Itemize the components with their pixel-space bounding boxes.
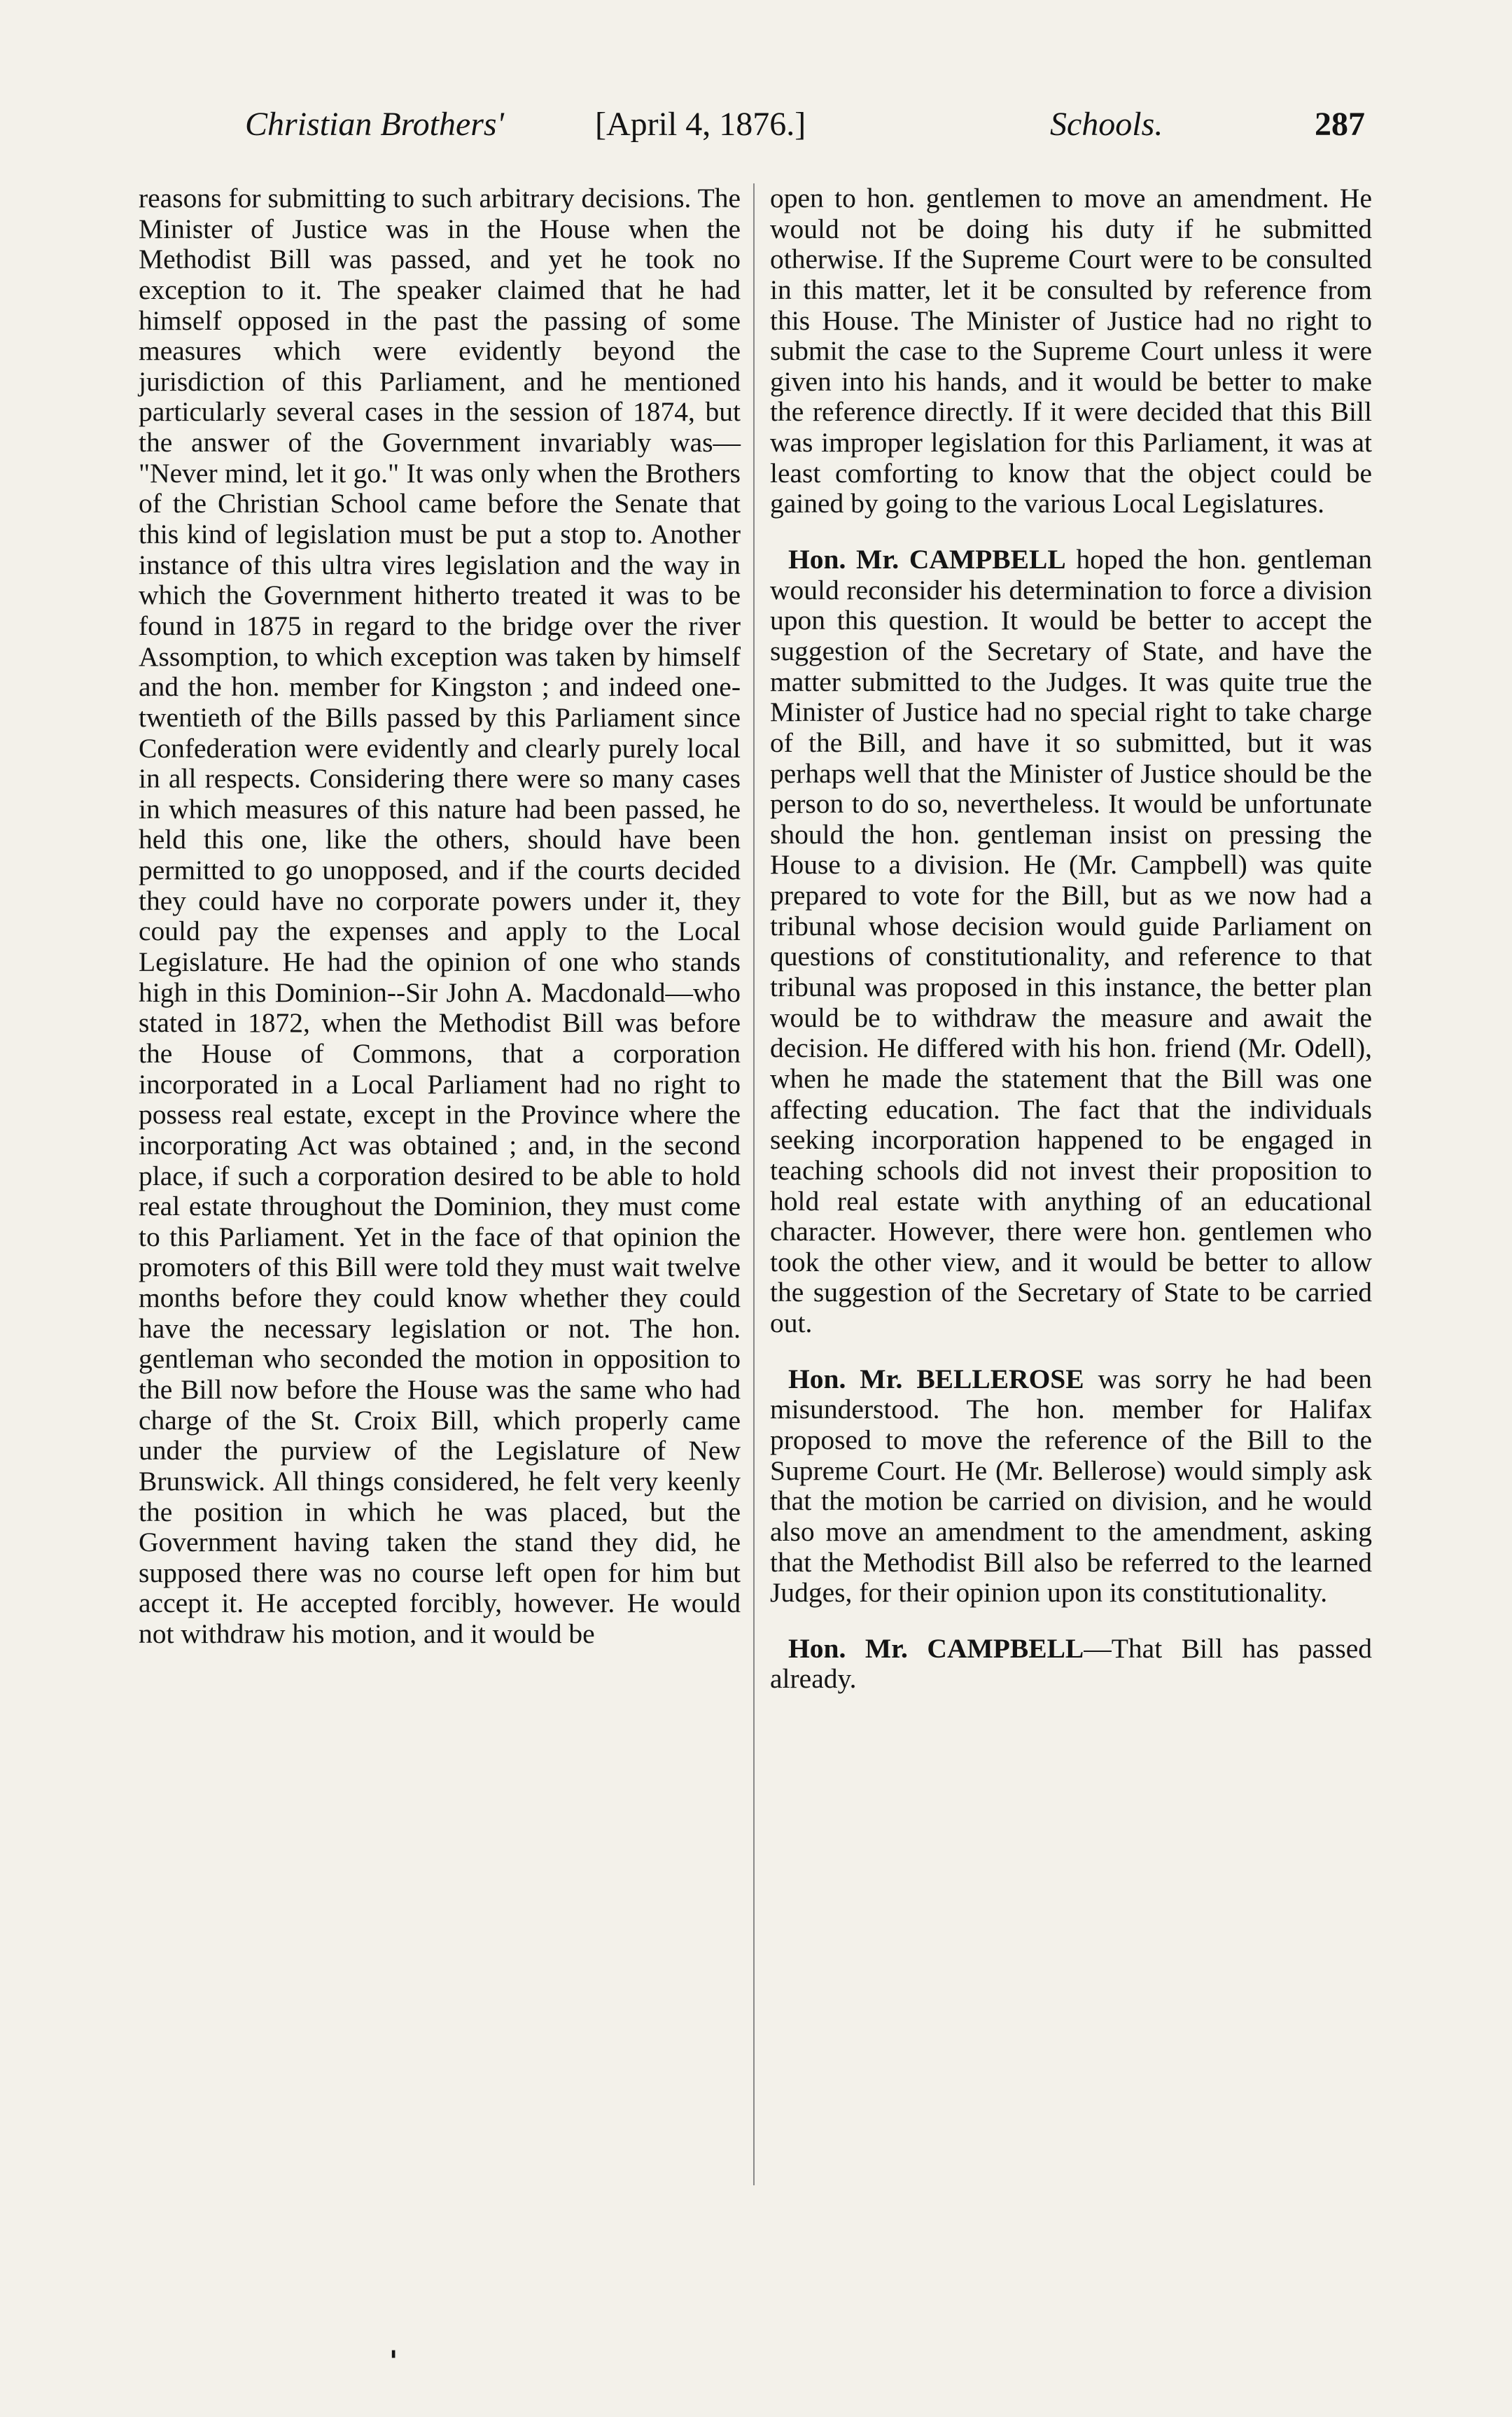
right-column bbox=[770, 183, 1372, 1720]
running-title-left: Christian Brothers' bbox=[245, 106, 504, 143]
speech-text: —That Bill has passed already. bbox=[770, 1632, 1372, 1695]
right-column-paragraph bbox=[770, 183, 1372, 519]
paragraph-text: open to hon. gentlemen to move an amendment. He would not be doing his duty if he submitted otherwise. If the Supreme Court were to be consulted in this matter, let it be consulted by reference from this House. The Minister of Justice had no right to submit the case to the Supreme Court unless it were given into his hands, and it would be better to make the reference directly. If it were decided that this Bill was improper legislation for this Parliament, it was at least comforting to know that the object could be gained by going to the various Local Legislatures. bbox=[770, 183, 1372, 519]
column-divider bbox=[753, 183, 755, 2185]
page-number: 287 bbox=[1315, 106, 1365, 143]
left-column bbox=[139, 183, 741, 1675]
speech-paragraph-campbell-reply bbox=[770, 1634, 1372, 1695]
speaker-name: Hon. Mr. CAMPBELL bbox=[788, 1632, 1084, 1664]
page-date: [April 4, 1876.] bbox=[595, 106, 806, 143]
stray-print-mark: ' bbox=[389, 2345, 398, 2378]
page-header bbox=[231, 105, 1365, 161]
running-title-right: Schools. bbox=[1050, 106, 1163, 143]
left-column-paragraph: reasons for submitting to such arbitrary decisions. The Minister of Justice was in the House when the Methodist Bill was passed, and yet he took no exception to it. The speaker claimed that he had himself opposed in the past the passing of some measures which were evidently beyond the jurisdiction of this Parliament, and he mentioned particularly several cases in the session of 1874, but the answer of the Government invariably was— "Never mind, let it go." It was only when the Brothers of the Christian School came before the Senate that this kind of legislation must be put a stop to. Another instance of this ultra vires legislation and the way in which the Government hitherto treated it was to be found in 1875 in regard to the bridge over the river Assomption, to which exception was taken by himself and the hon. member for Kingston ; and indeed one-twentieth of the Bills passed by this Parliament since Confederation were evidently and clearly purely local in all respects. Considering there were so many cases in which measures of this nature had been passed, he held this one, like the others, should have been permitted to go unopposed, and if the courts decided they could have no corporate powers under it, they could pay the expenses and apply to the Local Legislature. He had the opinion of one who stands high in this Dominion--Sir John A. Macdonald—who stated in 1872, when the Methodist Bill was before the House of Commons, that a corporation incorporated in a Local Parliament had no right to possess real estate, except in the Province where the incorporating Act was obtained ; and, in the second place, if such a corporation desired to be able to hold real estate throughout the Dominion, they must come to this Parliament. Yet in the face of that opinion the promoters of this Bill were told they must wait twelve months before they could know whether they could have the necessary legislation or not. The hon. gentleman who seconded the motion in opposition to the Bill now before the House was the same who had charge of the St. Croix Bill, which properly came under the purview of the Legislature of New Brunswick. All things considered, he felt very keenly the position in which he was placed, but the Government having taken the stand they did, he supposed there was no course left open for him but accept it. He accepted forcibly, however. He would not withdraw his motion, and it would be bbox=[139, 183, 741, 1650]
speaker-name: Hon. Mr. BELLEROSE bbox=[788, 1363, 1084, 1394]
speech-paragraph-bellerose bbox=[770, 1364, 1372, 1609]
speech-text: was sorry he had been misunderstood. The hon. member for Halifax proposed to move the reference of the Bill to the Supreme Court. He (Mr. Bellerose) would simply ask that the motion be carried on division, and he would also move an amendment to the amendment, asking that the Methodist Bill also be referred to the learned Judges, for their opinion upon its constitutionality. bbox=[770, 1363, 1372, 1609]
speaker-name: Hon. Mr. CAMPBELL bbox=[788, 544, 1066, 575]
speech-text: hoped the hon. gentleman would reconsider his determination to force a division upon this question. It would be better to accept the suggestion of the Secretary of State, and have the matter submitted to the Judges. It was quite true the Minister of Justice had no special right to take charge of the Bill, and have it so submitted, but it was perhaps well that the Minister of Justice should be the person to do so, nevertheless. It would be unfortunate should the hon. gentleman insist on pressing the House to a division. He (Mr. Campbell) was quite prepared to vote for the Bill, but as we now had a tribunal whose decision would guide Parliament on questions of constitutionality, and reference to that tribunal was proposed in this instance, the better plan would be to withdraw the measure and await the decision. He differed with his hon. friend (Mr. Odell), when he made the statement that the Bill was one affecting education. The fact that the individuals seeking incorporation happened to be engaged in teaching schools did not invest their proposition to hold real estate with anything of an educational character. However, there were hon. gentlemen who took the other view, and it would be better to allow the suggestion of the Secretary of State to be carried out. bbox=[770, 544, 1372, 1339]
speech-paragraph-campbell bbox=[770, 545, 1372, 1339]
